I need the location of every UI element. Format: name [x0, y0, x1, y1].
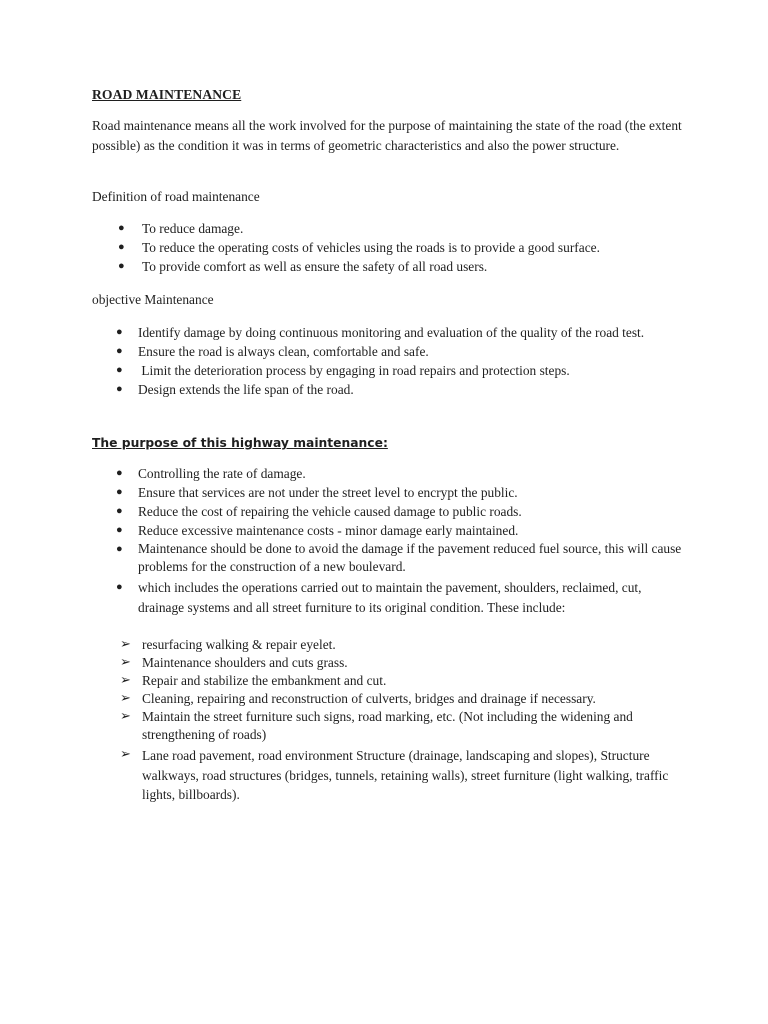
list-item	[118, 219, 688, 238]
purpose-sub-list	[120, 636, 680, 805]
list-item-text: resurfacing walking & repair eyelet.	[142, 637, 336, 652]
arrow-bullet-icon: ➢	[120, 747, 131, 762]
arrow-bullet-icon: ➢	[120, 691, 131, 706]
definition-label: Definition of road maintenance	[92, 189, 260, 204]
list-item	[116, 521, 686, 540]
list-item	[120, 690, 680, 708]
arrow-bullet-icon: ➢	[120, 637, 131, 652]
list-item	[116, 323, 672, 342]
list-item-text: Reduce the cost of repairing the vehicle caused damage to public roads.	[138, 504, 522, 519]
bullet-icon: ●	[116, 524, 123, 536]
list-item	[116, 380, 672, 399]
bullet-icon: ●	[116, 383, 123, 395]
list-item	[120, 746, 680, 805]
bullet-icon: ●	[116, 543, 123, 555]
list-item-text: To reduce damage.	[142, 221, 244, 236]
list-item-text: Design extends the life span of the road.	[138, 382, 354, 397]
list-item	[116, 540, 686, 576]
list-item	[120, 672, 680, 690]
purpose-heading: The purpose of this highway maintenance:	[92, 436, 388, 450]
arrow-bullet-icon: ➢	[120, 655, 131, 670]
bullet-icon: ●	[118, 241, 125, 253]
list-item	[116, 502, 686, 521]
list-item-text: Cleaning, repairing and reconstruction of culverts, bridges and drainage if necessary.	[142, 691, 596, 706]
bullet-icon: ●	[116, 364, 123, 376]
bullet-icon: ●	[116, 505, 123, 517]
list-item-text: To reduce the operating costs of vehicles using the roads is to provide a good surface.	[142, 240, 600, 255]
list-item-text: Limit the deterioration process by engaging in road repairs and protection steps.	[138, 363, 570, 378]
list-item-text: Lane road pavement, road environment Structure (drainage, landscaping and slopes), Structure walkways, road structures (bridges, tunnels, retaining walls), street furniture (light walking, traffic lights, billboards).	[142, 748, 669, 802]
list-item	[116, 464, 686, 483]
list-item	[118, 257, 688, 276]
list-item-text: To provide comfort as well as ensure the safety of all road users.	[142, 259, 488, 274]
list-item-text: Ensure that services are not under the street level to encrypt the public.	[138, 485, 518, 500]
objective-label: objective Maintenance	[92, 292, 214, 307]
list-item-text: Ensure the road is always clean, comfortable and safe.	[138, 344, 429, 359]
list-item	[120, 708, 680, 744]
list-item-text: Controlling the rate of damage.	[138, 466, 306, 481]
objective-list	[116, 323, 672, 399]
purpose-list	[116, 464, 686, 618]
list-item	[116, 483, 686, 502]
list-item-text: Identify damage by doing continuous monitoring and evaluation of the quality of the road test.	[138, 325, 645, 340]
bullet-icon: ●	[118, 222, 125, 234]
bullet-icon: ●	[116, 486, 123, 498]
list-item-text: which includes the operations carried out to maintain the pavement, shoulders, reclaimed, cut, drainage systems and all street furniture to its original condition. These include:	[138, 580, 642, 615]
bullet-icon: ●	[116, 467, 123, 479]
list-item	[116, 342, 672, 361]
list-item-text: Repair and stabilize the embankment and cut.	[142, 673, 387, 688]
bullet-icon: ●	[116, 326, 123, 338]
list-item	[118, 238, 688, 257]
list-item	[120, 636, 680, 654]
list-item-text: Maintenance shoulders and cuts grass.	[142, 655, 348, 670]
definition-list	[118, 219, 688, 276]
bullet-icon: ●	[116, 345, 123, 357]
bullet-icon: ●	[116, 581, 123, 593]
list-item	[116, 578, 686, 618]
page-title: ROAD MAINTENANCE	[92, 87, 242, 102]
list-item	[116, 361, 672, 380]
list-item-text: Reduce excessive maintenance costs - minor damage early maintained.	[138, 523, 519, 538]
arrow-bullet-icon: ➢	[120, 673, 131, 688]
list-item	[120, 654, 680, 672]
list-item-text: Maintenance should be done to avoid the damage if the pavement reduced fuel source, this will cause problems for the construction of a new boulevard.	[138, 541, 682, 574]
intro-paragraph: Road maintenance means all the work involved for the purpose of maintaining the state of the road (the extent possible) as the condition it was in terms of geometric characteristics and also the power structure.	[92, 118, 682, 153]
bullet-icon: ●	[118, 260, 125, 272]
list-item-text: Maintain the street furniture such signs, road marking, etc. (Not including the widening and strengthening of roads)	[142, 709, 633, 742]
arrow-bullet-icon: ➢	[120, 709, 131, 724]
